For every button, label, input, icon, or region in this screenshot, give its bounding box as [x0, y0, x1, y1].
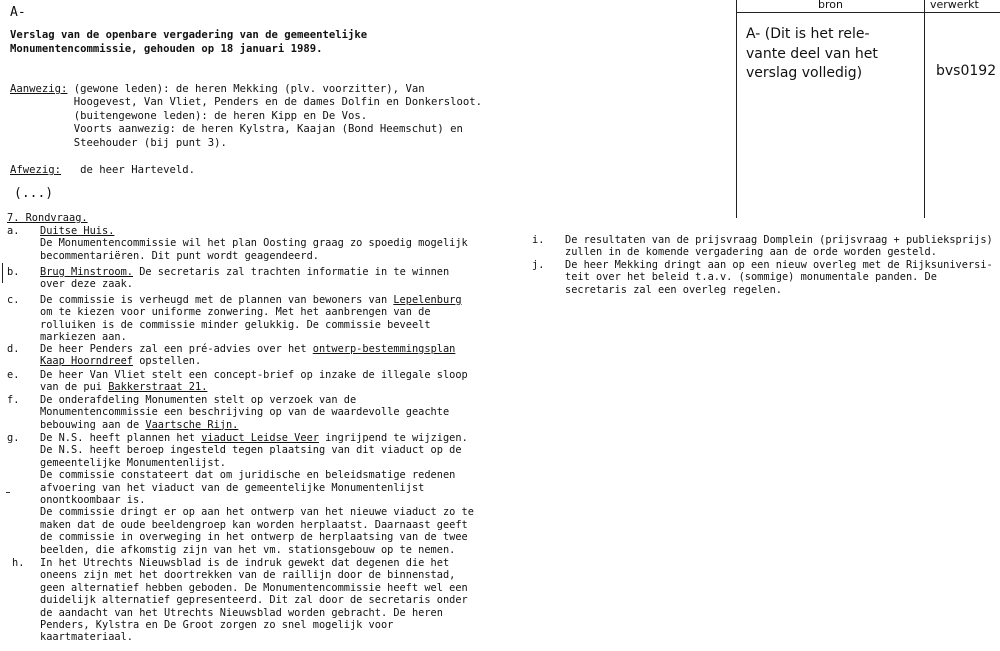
item-line: De heer Van Vliet stelt een concept-brief op inzake de illegale sloop [40, 369, 468, 381]
item-line: In het Utrechts Nieuwsblad is de indruk gewekt dat degenen die het [40, 557, 450, 569]
absent-text: de heer Harteveld. [61, 164, 195, 176]
item-f-place: Vaartsche Rijn. [145, 418, 239, 431]
source-note [746, 25, 878, 84]
source-note-line: vante deel van het [746, 45, 878, 62]
item-line: rolluiken is de commissie minder gelukkig. De commissie beveelt [40, 318, 431, 331]
item-g-viaduct: viaduct Leidse Veer [201, 432, 319, 444]
item-line: over deze zaak. [40, 278, 133, 291]
item-body [40, 557, 468, 644]
item-line: zullen in de komende vergadering aan de orde worden gesteld. [565, 246, 937, 259]
item-line: markiezen aan. [40, 331, 127, 344]
item-line: De N.S. heeft plannen het [40, 432, 202, 444]
document-title [10, 29, 367, 56]
item-body [40, 432, 474, 556]
item-d-place: Kaap Hoorndreef [40, 355, 133, 368]
item-b-heading: Brug Minstroom. [40, 266, 133, 278]
attendance-line-5: Steehouder (bij punt 3). [10, 136, 227, 149]
attendance-line-2: Hoogevest, Van Vliet, Penders en de dames Dolfin en Donkersloot. [10, 96, 482, 109]
item-body [40, 343, 455, 368]
table-header-bron: bron [818, 0, 843, 11]
item-line: afvoering van het viaduct van de gemeentelijke Monumentenlijst [40, 481, 425, 494]
source-note-line: A- (Dit is het rele- [746, 26, 870, 42]
item-letter: j. [532, 259, 545, 271]
item-line: De onderafdeling Monumenten stelt op verzoek van de [40, 394, 357, 406]
item-letter: a. [7, 225, 20, 237]
item-line: Penders, Kylstra en De Groot zorgen zo snel mogelijk voor [40, 619, 394, 632]
table-header-verwerkt: verwerkt [930, 0, 979, 11]
item-line: De commissie is verheugd met de plannen van bewoners van [40, 294, 394, 306]
item-body [40, 394, 449, 431]
item-line: Monumentencommissie een beschrijving op van de waardevolle geachte [40, 406, 450, 419]
table-border-left [736, 0, 737, 218]
title-line-1: Verslag van de openbare vergadering van de gemeentelijke [10, 29, 368, 41]
item-line: beelden, die afkomstig zijn van het vm. stationsgebouw op te nemen. [40, 543, 456, 556]
item-line: teit over het beleid t.a.v. (sommige) monumentale panden. De [565, 271, 937, 284]
item-body [565, 234, 993, 259]
section-title: 7. Rondvraag. [7, 212, 88, 224]
item-line: oneens zijn met het doortrekken van de raillijn door de binnenstad, [40, 569, 456, 582]
item-letter: g. [7, 432, 20, 444]
item-line: De commissie dringt er op aan het ontwerp van het nieuwe viaduct zo te [40, 506, 474, 519]
item-line: opstellen. [133, 355, 202, 368]
attendance-line-4: Voorts aanwezig: de heren Kylstra, Kaajan (Bond Heemschut) en [10, 123, 463, 136]
item-line: bebouwing aan de [40, 418, 146, 431]
item-line: De resultaten van de prijsvraag Domplein (prijsvraag + publieksprijs) [565, 234, 993, 246]
item-letter: d. [7, 343, 20, 355]
item-line: geen alternatief hebben geboden. De Monumentencommissie heeft wel een [40, 581, 468, 594]
source-note-line: verslag volledig) [746, 65, 863, 81]
item-c-place: Lepelenburg [393, 294, 462, 306]
margin-mark [6, 492, 10, 493]
item-line: De heer Penders zal een pré-advies over het [40, 343, 313, 355]
item-line: De N.S. heeft beroep ingesteld tegen plaatsing van dit viaduct op de [40, 444, 462, 457]
item-line: gemeentelijke Monumentenlijst. [40, 456, 226, 469]
item-line: ingrijpend te wijzigen. [318, 432, 468, 444]
item-line: de aandacht van het Utrechts Nieuwsblad worden gebracht. De heren [40, 606, 443, 619]
absent-block [10, 164, 195, 176]
item-body [40, 294, 462, 344]
table-border-middle [924, 0, 925, 218]
item-line: om te kiezen voor uniforme zonwering. Met het aanbrengen van de [40, 306, 431, 319]
item-line: De secretaris zal trachten informatie in te winnen [133, 266, 450, 278]
item-letter: b. [7, 266, 20, 278]
item-line: De heer Mekking dringt aan op een nieuw overleg met de Rijksuniversi- [565, 259, 993, 271]
item-a-heading: Duitse Huis. [40, 225, 115, 237]
item-d-plan: ontwerp-bestemmingsplan [312, 343, 456, 355]
attendance-line-3: (buitengewone leden): de heren Kipp en De Vos. [10, 109, 368, 122]
item-letter: c. [7, 294, 20, 306]
source-code: bvs0192 [936, 63, 997, 79]
table-header-rule [736, 12, 1000, 13]
attendance-label: Aanwezig: [10, 83, 68, 95]
item-body [565, 259, 993, 296]
item-line: maken dat de oude beeldengroep kan worden herplaatst. Daarnaast geeft [40, 518, 468, 531]
margin-mark [2, 263, 3, 283]
item-letter: i. [532, 234, 545, 246]
item-letter: e. [7, 369, 20, 381]
attendance-block [10, 83, 482, 150]
item-letter: f. [7, 394, 20, 406]
absent-label: Afwezig: [10, 164, 62, 176]
ellipsis: (...) [14, 186, 54, 201]
item-line: kaartmateriaal. [40, 631, 133, 644]
item-line: onontkoombaar is. [40, 494, 146, 507]
title-line-2: Monumentencommissie, gehouden op 18 januari 1989. [10, 42, 323, 55]
item-line: de commissie in overweging in het ontwerp de herplaatsing van de twee [40, 531, 468, 544]
item-line: secretaris zal een overleg regelen. [565, 283, 782, 296]
item-letter: h. [12, 557, 25, 569]
document-code: A- [10, 5, 26, 20]
item-line: De Monumentencommissie wil het plan Oosting graag zo spoedig mogelijk [40, 237, 468, 250]
item-e-address: Bakkerstraat 21. [108, 381, 208, 394]
item-line: De commissie constateert dat om juridische en beleidsmatige redenen [40, 469, 456, 482]
item-body [40, 266, 449, 291]
item-body [40, 369, 468, 394]
item-body [40, 225, 468, 262]
item-line: duidelijk alternatief gepresenteerd. Dit zal door de secretaris onder [40, 594, 468, 607]
item-line: van de pui [40, 381, 109, 394]
attendance-line-1: (gewone leden): de heren Mekking (plv. voorzitter), Van [67, 83, 425, 95]
item-line: becommentariëren. Dit punt wordt geagendeerd. [40, 249, 319, 262]
